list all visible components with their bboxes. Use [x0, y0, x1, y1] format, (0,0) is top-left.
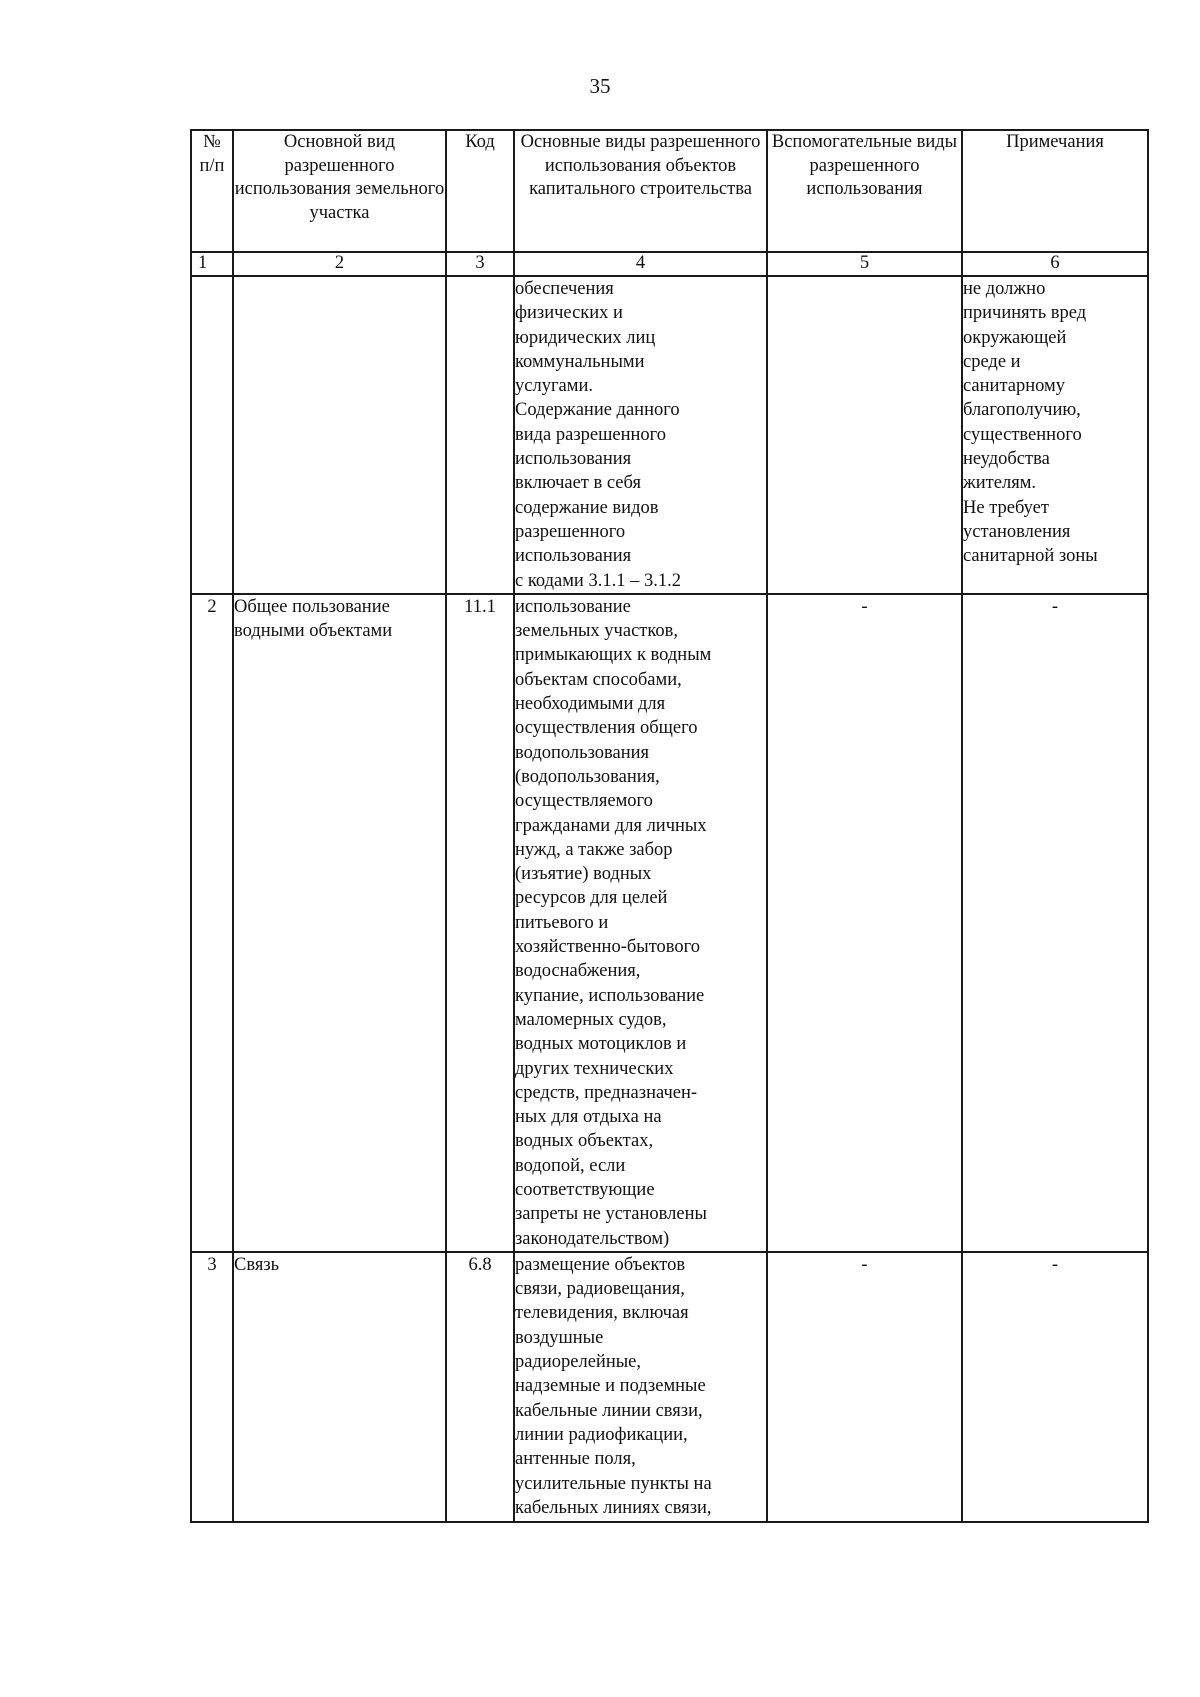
header-code: Код: [446, 130, 514, 252]
row-land-use-type: Общее пользование водными объектами: [233, 594, 446, 1252]
column-number: 3: [446, 252, 514, 276]
column-number: 1: [191, 252, 233, 276]
row-land-use-type: [233, 276, 446, 594]
table-row: [191, 276, 1148, 594]
page-number: 35: [589, 74, 611, 98]
header-main-type: Основной вид разрешенного использования земельного участка: [233, 130, 446, 252]
column-number: 5: [767, 252, 962, 276]
row-code: 11.1: [446, 594, 514, 1252]
column-number: 2: [233, 252, 446, 276]
row-description: обеспечения физических и юридических лиц коммунальными услугами. Содержание данного вида разрешенного использования включает в себя содержание видов разрешенного использования с кодами 3.1.1 – 3.1.2: [514, 276, 767, 594]
row-notes: -: [962, 594, 1148, 1252]
table-row: [191, 594, 1148, 1252]
header-auxiliary: Вспомогательные виды разрешенного использования: [767, 130, 962, 252]
row-notes: не должно причинять вред окружающей среде и санитарному благополучию, существенного неудобства жителям. Не требует установления санитарной зоны: [962, 276, 1148, 594]
header-main-objects: Основные виды разрешенного использования объектов капитального строительства: [514, 130, 767, 252]
table-row: [191, 1252, 1148, 1522]
header-num: № п/п: [191, 130, 233, 252]
header-notes: Примечания: [962, 130, 1148, 252]
table-header-row: [191, 130, 1148, 252]
row-number: 3: [191, 1252, 233, 1522]
row-number: [191, 276, 233, 594]
row-description: размещение объектов связи, радиовещания, телевидения, включая воздушные радиорелейные, надземные и подземные кабельные линии связи, линии радиофикации, антенные поля, усилительные пункты на кабельных линиях связи,: [514, 1252, 767, 1522]
column-number-row: [191, 252, 1148, 276]
row-code: 6.8: [446, 1252, 514, 1522]
land-use-table: [190, 129, 1149, 1523]
row-number: 2: [191, 594, 233, 1252]
column-number: 6: [962, 252, 1148, 276]
column-number: 4: [514, 252, 767, 276]
row-auxiliary: -: [767, 594, 962, 1252]
row-auxiliary: [767, 276, 962, 594]
row-code: [446, 276, 514, 594]
row-land-use-type: Связь: [233, 1252, 446, 1522]
row-notes: -: [962, 1252, 1148, 1522]
row-description: использование земельных участков, примыкающих к водным объектам способами, необходимыми для осуществления общего водопользования (водопользования, осуществляемого гражданами для личных нужд, а также забор (изъятие) водных ресурсов для целей питьевого и хозяйственно-бытового водоснабжения, купание, использование маломерных судов, водных мотоциклов и других технических средств, предназначен- ных для отдыха на водных объектах, водопой, если соответствующие запреты не установлены законодательством): [514, 594, 767, 1252]
row-auxiliary: -: [767, 1252, 962, 1522]
